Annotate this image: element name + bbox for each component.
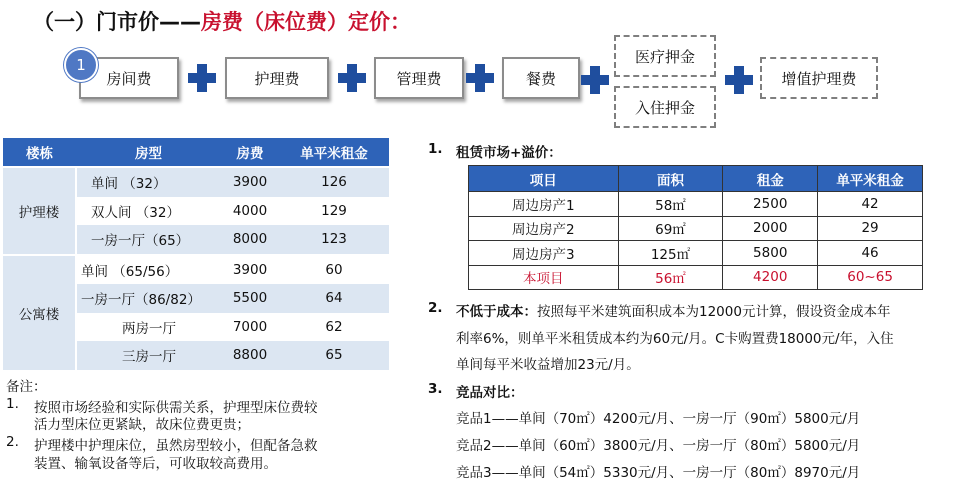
title-highlight: 房费（床位费）定价： bbox=[201, 10, 411, 34]
cost-line bbox=[456, 300, 890, 320]
note-line: 按照市场经验和实际供需关系，护理型床位费较 bbox=[34, 400, 318, 416]
rent-per-sqm-cell: 60~65 bbox=[818, 265, 923, 290]
meal-fee-box bbox=[502, 57, 580, 99]
note-number: 2. bbox=[6, 434, 19, 450]
room-fee-label: 房间费 bbox=[106, 69, 152, 88]
rent-per-sqm-cell: 123 bbox=[279, 225, 389, 255]
value-added-nursing-fee-label: 增值护理费 bbox=[781, 69, 857, 88]
area-cell: 56㎡ bbox=[618, 265, 723, 290]
column-header: 面积 bbox=[618, 166, 723, 192]
step-number-badge: 1 bbox=[64, 48, 98, 82]
meal-fee-label: 餐费 bbox=[525, 69, 556, 88]
plus-icon bbox=[581, 66, 609, 94]
title-prefix: （一）门市价—— bbox=[33, 10, 201, 34]
competition-heading: 竞品对比： bbox=[456, 385, 524, 401]
rent-per-sqm-cell: 60 bbox=[279, 255, 389, 285]
room-price-table bbox=[3, 138, 389, 370]
column-header: 单平米租金 bbox=[279, 138, 389, 167]
note-number: 1. bbox=[6, 396, 19, 412]
rent-cell: 2000 bbox=[723, 216, 818, 241]
cost-heading: 不低于成本： bbox=[456, 304, 537, 320]
table-row bbox=[3, 167, 389, 197]
building-cell: 护理楼 bbox=[3, 167, 76, 255]
column-header: 租金 bbox=[723, 166, 818, 192]
column-header: 项目 bbox=[469, 166, 619, 192]
room-type-cell: 一房一厅（65） bbox=[76, 225, 221, 255]
room-type-cell: 两房一厅 bbox=[122, 320, 176, 337]
rent-per-sqm-cell: 29 bbox=[818, 216, 923, 241]
notes-heading: 备注： bbox=[6, 379, 47, 395]
value-added-nursing-fee-box bbox=[760, 57, 878, 99]
room-type-cell: 三房一厅 bbox=[76, 341, 221, 370]
market-number: 1. bbox=[428, 141, 443, 157]
market-heading: 租赁市场+溢价： bbox=[456, 145, 562, 161]
table-row bbox=[3, 255, 389, 285]
column-header: 房费 bbox=[221, 138, 279, 167]
rent-per-sqm-cell: 62 bbox=[325, 318, 343, 335]
project-cell: 本项目 bbox=[469, 265, 619, 290]
note-line: 护理楼中护理床位，虽然房型较小，但配备急救 bbox=[34, 438, 318, 454]
nursing-fee-label: 护理费 bbox=[254, 69, 300, 88]
table-header-row bbox=[3, 138, 389, 167]
column-header: 房型 bbox=[76, 138, 221, 167]
room-type-cell: 单间 （65/56） bbox=[76, 255, 221, 285]
room-fee-cell: 7000 bbox=[232, 318, 268, 335]
room-fee-cell: 4000 bbox=[232, 202, 268, 219]
rent-per-sqm-cell: 42 bbox=[818, 192, 923, 217]
area-cell: 69㎡ bbox=[618, 216, 723, 241]
move-in-deposit-label: 入住押金 bbox=[634, 98, 695, 117]
table-row bbox=[469, 241, 923, 266]
room-fee-cell: 3900 bbox=[221, 167, 279, 197]
rent-per-sqm-cell: 129 bbox=[321, 202, 347, 219]
plus-icon bbox=[188, 64, 216, 92]
cost-text: 按照每平米建筑面积成本为12000元计算，假设资金成本年 bbox=[537, 304, 891, 320]
plus-icon bbox=[466, 64, 494, 92]
rent-per-sqm-cell: 65 bbox=[279, 341, 389, 370]
rent-cell: 2500 bbox=[723, 192, 818, 217]
medical-deposit-box bbox=[614, 35, 716, 77]
room-type-cell: 一房一厅（86/82） bbox=[76, 284, 221, 313]
note-line: 装置、输氧设备等后，可收取较高费用。 bbox=[34, 456, 277, 472]
medical-deposit-label: 医疗押金 bbox=[634, 47, 695, 66]
project-cell: 周边房产1 bbox=[469, 192, 619, 217]
rent-per-sqm-cell: 64 bbox=[279, 284, 389, 313]
room-fee-cell: 3900 bbox=[221, 255, 279, 285]
room-type-cell: 双人间 （32） bbox=[91, 204, 180, 221]
project-cell: 周边房产3 bbox=[469, 241, 619, 266]
plus-icon bbox=[725, 66, 753, 94]
rent-cell: 4200 bbox=[723, 265, 818, 290]
room-type-cell: 单间 （32） bbox=[76, 167, 221, 197]
competition-number: 3. bbox=[428, 381, 443, 397]
rent-cell: 5800 bbox=[723, 241, 818, 266]
cost-line: 利率6%，则单平米租赁成本约为60元/月。C卡购置费18000元/年，入住 bbox=[456, 331, 894, 347]
management-fee-label: 管理费 bbox=[396, 69, 442, 88]
plus-icon bbox=[338, 64, 366, 92]
cost-number: 2. bbox=[428, 300, 443, 316]
area-cell: 125㎡ bbox=[618, 241, 723, 266]
note-line: 活力型床位更紧缺，故床位费更贵； bbox=[34, 417, 250, 433]
room-fee-cell: 5500 bbox=[221, 284, 279, 313]
table-row bbox=[469, 192, 923, 217]
table-row bbox=[469, 216, 923, 241]
column-header: 单平米租金 bbox=[818, 166, 923, 192]
area-cell: 58㎡ bbox=[618, 192, 723, 217]
column-header: 楼栋 bbox=[3, 138, 76, 167]
table-row-this-project bbox=[469, 265, 923, 290]
project-cell: 周边房产2 bbox=[469, 216, 619, 241]
room-fee-cell: 8800 bbox=[221, 341, 279, 370]
competitor-line: 竞品3——单间（54㎡）5330元/月、一房一厅（80㎡）8970元/月 bbox=[456, 465, 861, 481]
section-title bbox=[33, 6, 411, 36]
market-comparison-table bbox=[468, 165, 923, 290]
table-header-row bbox=[469, 166, 923, 192]
rent-per-sqm-cell: 126 bbox=[279, 167, 389, 197]
room-fee-cell: 8000 bbox=[221, 225, 279, 255]
competitor-line: 竞品1——单间（70㎡）4200元/月、一房一厅（90㎡）5800元/月 bbox=[456, 411, 861, 427]
cost-line: 单间每平米收益增加23元/月。 bbox=[456, 357, 640, 373]
rent-per-sqm-cell: 46 bbox=[818, 241, 923, 266]
move-in-deposit-box bbox=[614, 86, 716, 128]
building-cell: 公寓楼 bbox=[3, 255, 76, 370]
nursing-fee-box bbox=[225, 57, 329, 99]
competitor-line: 竞品2——单间（60㎡）3800元/月、一房一厅（80㎡）5800元/月 bbox=[456, 438, 861, 454]
management-fee-box bbox=[374, 57, 464, 99]
